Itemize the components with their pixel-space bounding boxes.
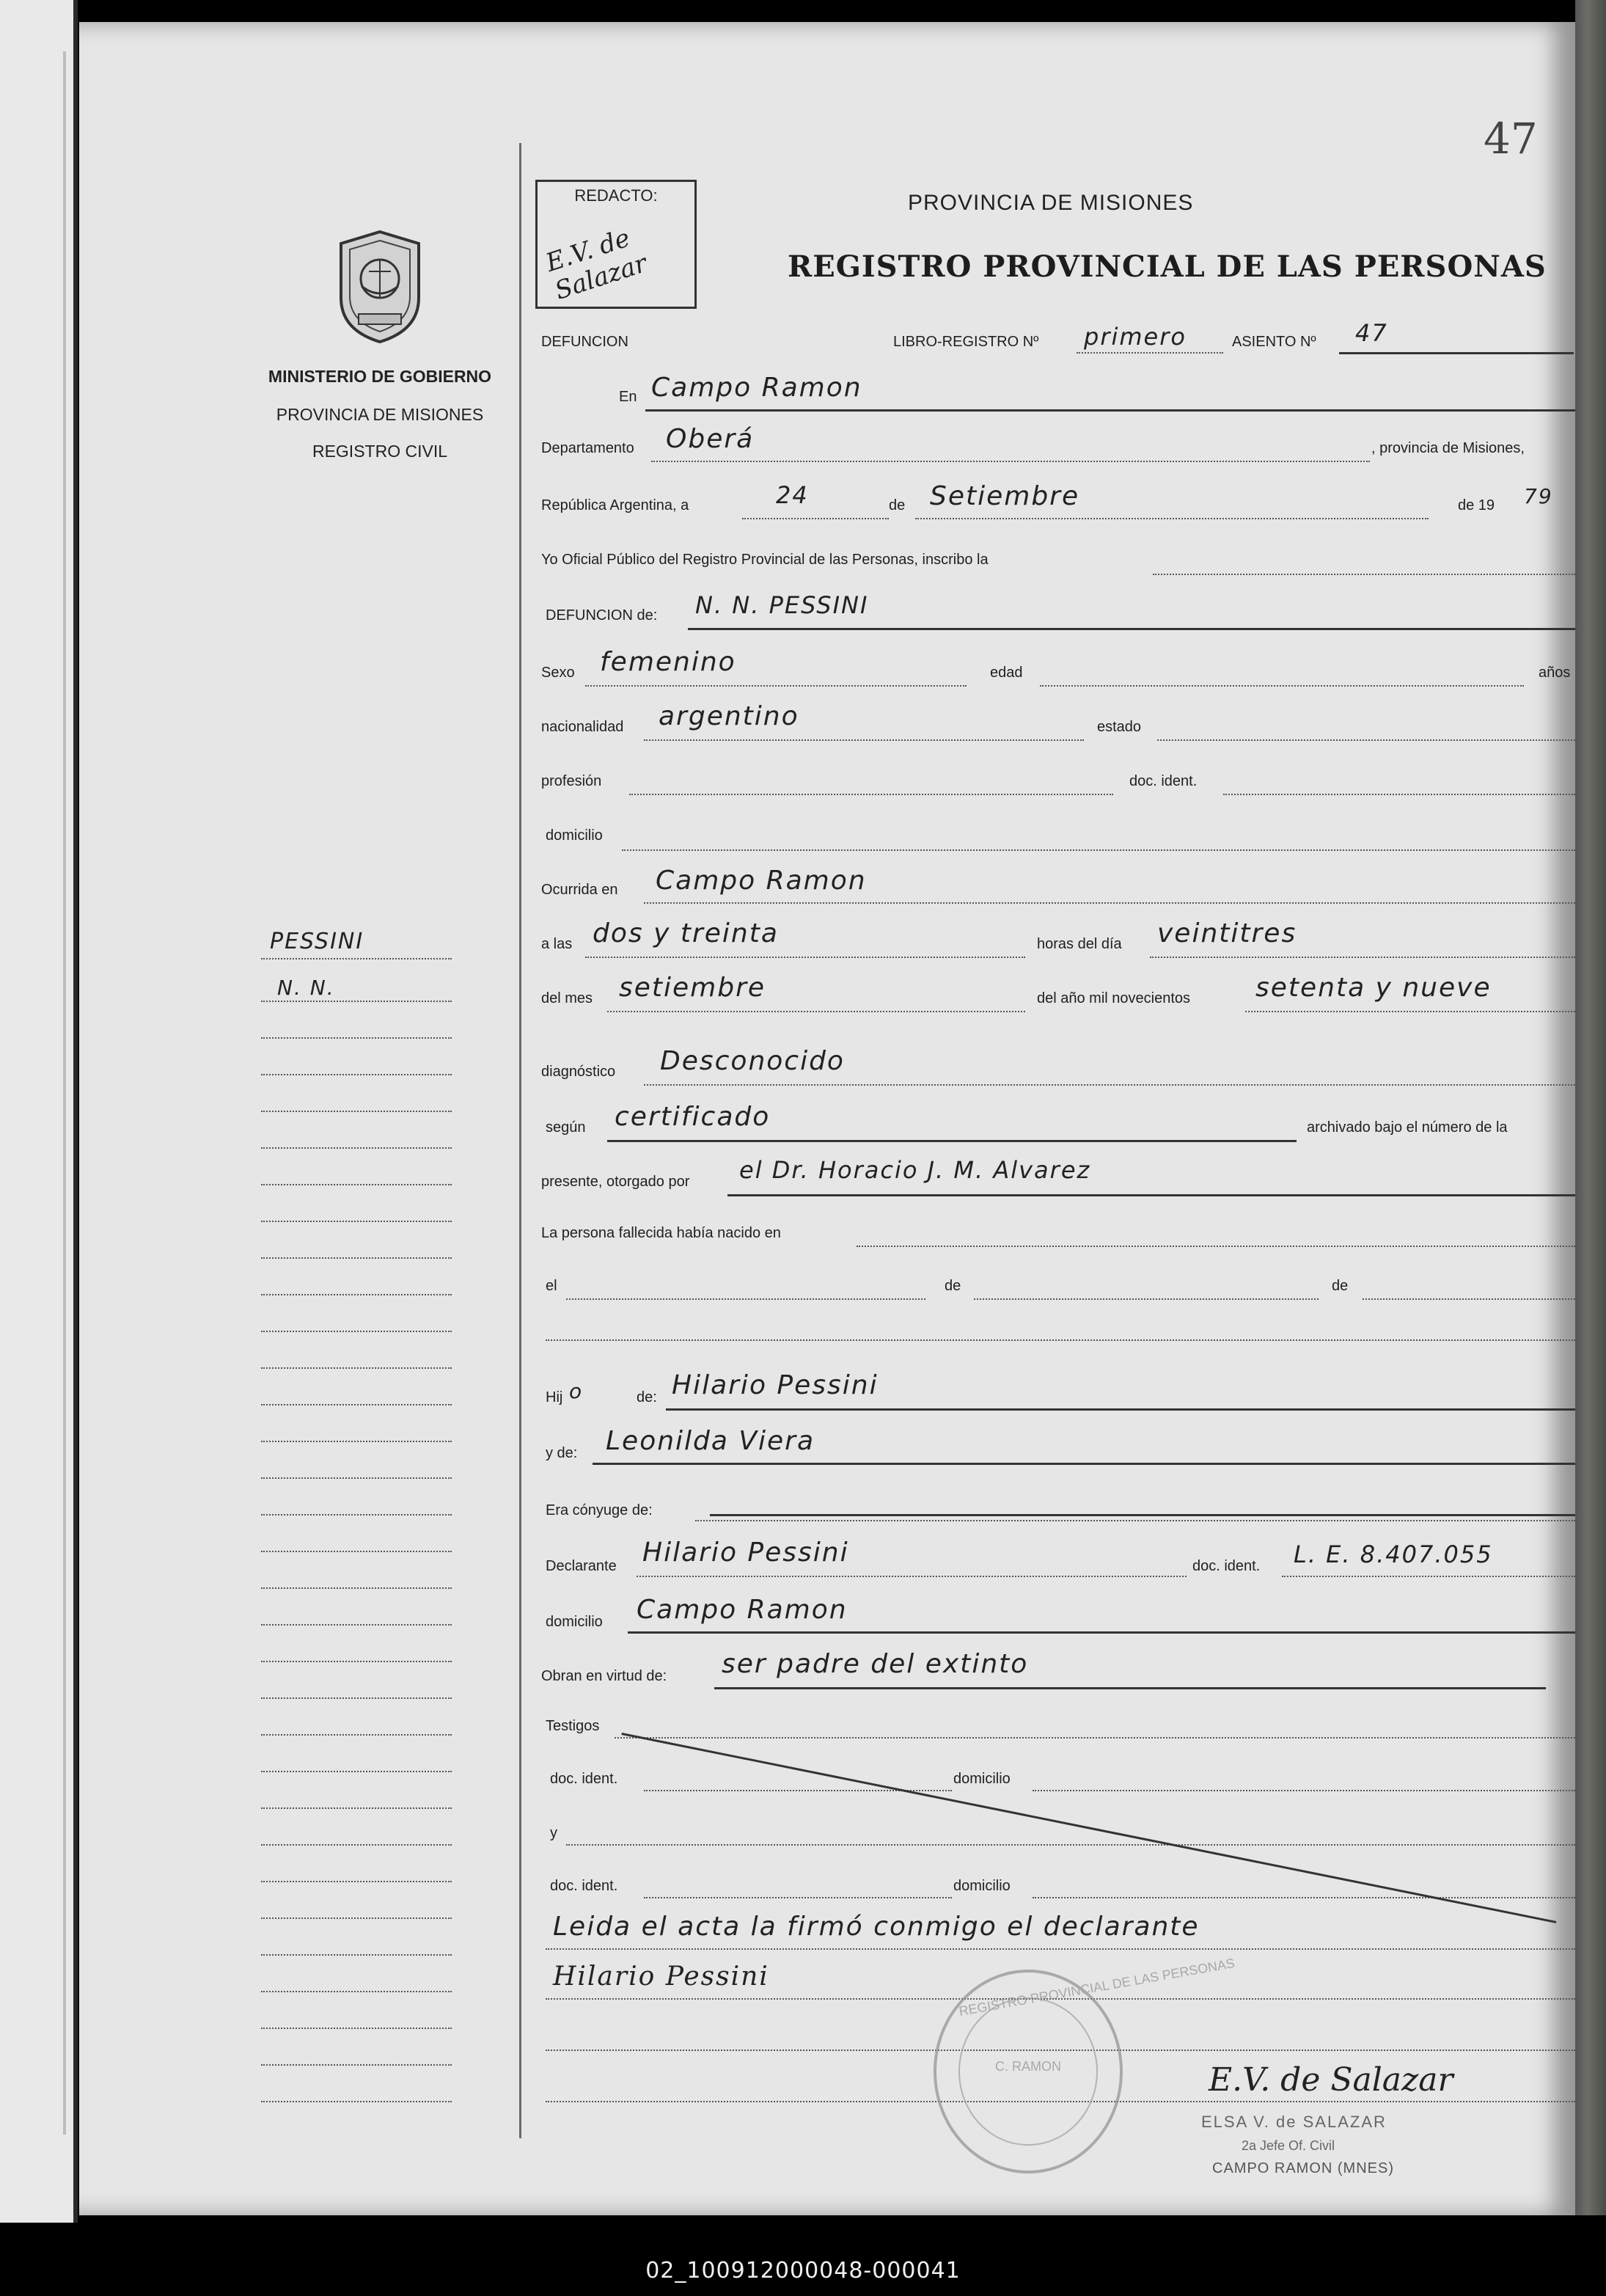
estado-label: estado: [1097, 719, 1142, 735]
provincial-seal-icon: [332, 227, 428, 345]
presente-value: el Dr. Horacio J. M. Alvarez: [739, 1156, 1091, 1184]
declarant-doc-label: doc. ident.: [1192, 1558, 1261, 1574]
libro-label: LIBRO-REGISTRO Nº: [893, 334, 1039, 350]
ocurrida-label: Ocurrida en: [541, 882, 618, 898]
margin-surname: PESSINI: [270, 929, 364, 954]
redacto-signature: E.V. de Salazar: [542, 223, 651, 306]
column-divider: [519, 143, 521, 2138]
mes-value: setiembre: [619, 973, 766, 1003]
testigos-label: Testigos: [546, 1718, 600, 1734]
stamp-center-text: C. RAMON: [995, 2059, 1061, 2074]
a-las-value: dos y treinta: [593, 918, 779, 948]
inscribo-text: Yo Oficial Público del Registro Provincial de las Personas, inscribo la: [541, 552, 989, 568]
deceased-name: N. N. PESSINI: [695, 591, 869, 619]
declarante-label: Declarante: [546, 1558, 617, 1574]
father-name: Hilario Pessini: [672, 1370, 879, 1400]
month-value: Setiembre: [930, 481, 1080, 511]
register-page: [79, 22, 1575, 2215]
declarant-dom-value: Campo Ramon: [637, 1595, 848, 1625]
ministry-registry: REGISTRO CIVIL: [312, 442, 448, 461]
ministry-province: PROVINCIA DE MISIONES: [276, 405, 484, 424]
registry-title: REGISTRO PROVINCIAL DE LAS PERSONAS: [788, 249, 1547, 284]
profesion-label: profesión: [541, 773, 602, 789]
sexo-value: femenino: [600, 647, 736, 677]
asiento-value: 47: [1355, 319, 1388, 347]
page-number: 47: [1484, 114, 1538, 164]
province-title: PROVINCIA DE MISIONES: [908, 191, 1194, 215]
nacido-label: La persona fallecida había nacido en: [541, 1225, 781, 1241]
profesion-doc-label: doc. ident.: [1129, 773, 1198, 789]
obran-value: ser padre del extinto: [722, 1649, 1029, 1679]
book-binding: [1575, 0, 1606, 2215]
redacto-box: [535, 180, 697, 309]
a-las-label: a las: [541, 936, 573, 952]
segun-value: certificado: [615, 1102, 771, 1132]
testigo1-doc-label: doc. ident.: [550, 1771, 618, 1787]
testigo1-dom-label: domicilio: [953, 1771, 1011, 1787]
nacionalidad-label: nacionalidad: [541, 719, 624, 735]
ocurrida-value: Campo Ramon: [656, 866, 867, 896]
margin-given-name: N. N.: [277, 976, 335, 1000]
sexo-label: Sexo: [541, 665, 575, 681]
en-value: Campo Ramon: [651, 373, 862, 403]
nacionalidad-value: argentino: [659, 701, 799, 731]
declarant-dom-label: domicilio: [546, 1614, 603, 1630]
asiento-label: ASIENTO Nº: [1232, 334, 1316, 350]
closing-text: Leida el acta la firmó conmigo el declarante: [553, 1912, 1200, 1942]
anio-value: setenta y nueve: [1255, 973, 1492, 1003]
conyuge-label: Era cónyuge de:: [546, 1502, 653, 1518]
el-label: el: [546, 1278, 557, 1294]
hijo-de-label: de:: [637, 1389, 657, 1405]
archivado-label: archivado bajo el número de la: [1307, 1119, 1508, 1136]
registry-stamp: [934, 1956, 1236, 2173]
official-name: ELSA V. de SALAZAR: [1201, 2113, 1387, 2131]
diagnostico-label: diagnóstico: [541, 1064, 616, 1080]
domicilio-label: domicilio: [546, 827, 603, 844]
day-value: 24: [776, 481, 809, 509]
diagnostico-value: Desconocido: [660, 1046, 845, 1076]
horas-label: horas del día: [1037, 936, 1122, 952]
defuncion-de-label: DEFUNCION de:: [546, 607, 658, 624]
del-mes-label: del mes: [541, 990, 593, 1006]
de-label: de: [889, 497, 906, 513]
libro-value: primero: [1084, 323, 1187, 351]
de-year-label: de 19: [1458, 497, 1495, 513]
declarant-doc-value: L. E. 8.407.055: [1294, 1540, 1493, 1568]
record-type-label: DEFUNCION: [541, 334, 628, 350]
segun-label: según: [546, 1119, 586, 1136]
anio-mil-label: del año mil novecientos: [1037, 990, 1191, 1006]
hijo-label: Hij: [546, 1389, 563, 1405]
en-label: En: [619, 389, 637, 405]
year-value: 79: [1524, 484, 1553, 508]
provincia-suffix: , provincia de Misiones,: [1371, 440, 1525, 456]
official-title: 2a Jefe Of. Civil: [1242, 2138, 1335, 2153]
republica-label: República Argentina, a: [541, 497, 689, 513]
testigo2-doc-label: doc. ident.: [550, 1878, 618, 1894]
de2-label: de: [945, 1278, 961, 1294]
de3-label: de: [1332, 1278, 1349, 1294]
stamp-ring-text: REGISTRO PROVINCIAL DE LAS PERSONAS: [958, 1956, 1236, 2019]
testigo2-dom-label: domicilio: [953, 1878, 1011, 1894]
ministry-name: MINISTERIO DE GOBIERNO: [268, 367, 492, 386]
facing-page: [0, 0, 78, 2223]
edad-label: edad: [990, 665, 1023, 681]
obran-label: Obran en virtud de:: [541, 1668, 667, 1684]
y-de-label: y de:: [546, 1445, 578, 1461]
departamento-value: Oberá: [666, 424, 755, 454]
witness-strikeout: [621, 1733, 1556, 1923]
redacto-label: REDACTO:: [574, 186, 658, 205]
mother-name: Leonilda Viera: [606, 1426, 815, 1456]
dia-value: veintitres: [1157, 918, 1297, 948]
departamento-label: Departamento: [541, 440, 634, 456]
declarant-name: Hilario Pessini: [642, 1538, 849, 1568]
official-signature: E.V. de Salazar: [1209, 2061, 1453, 2099]
hijo-suffix: o: [569, 1379, 584, 1403]
anos-label: años: [1539, 665, 1571, 681]
image-footer-id: 02_100912000048-000041: [645, 2258, 961, 2284]
presente-label: presente, otorgado por: [541, 1174, 690, 1190]
official-place: CAMPO RAMON (MNES): [1212, 2160, 1394, 2176]
declarant-signature: Hilario Pessini: [553, 1962, 769, 1992]
y-label: y: [550, 1825, 557, 1841]
